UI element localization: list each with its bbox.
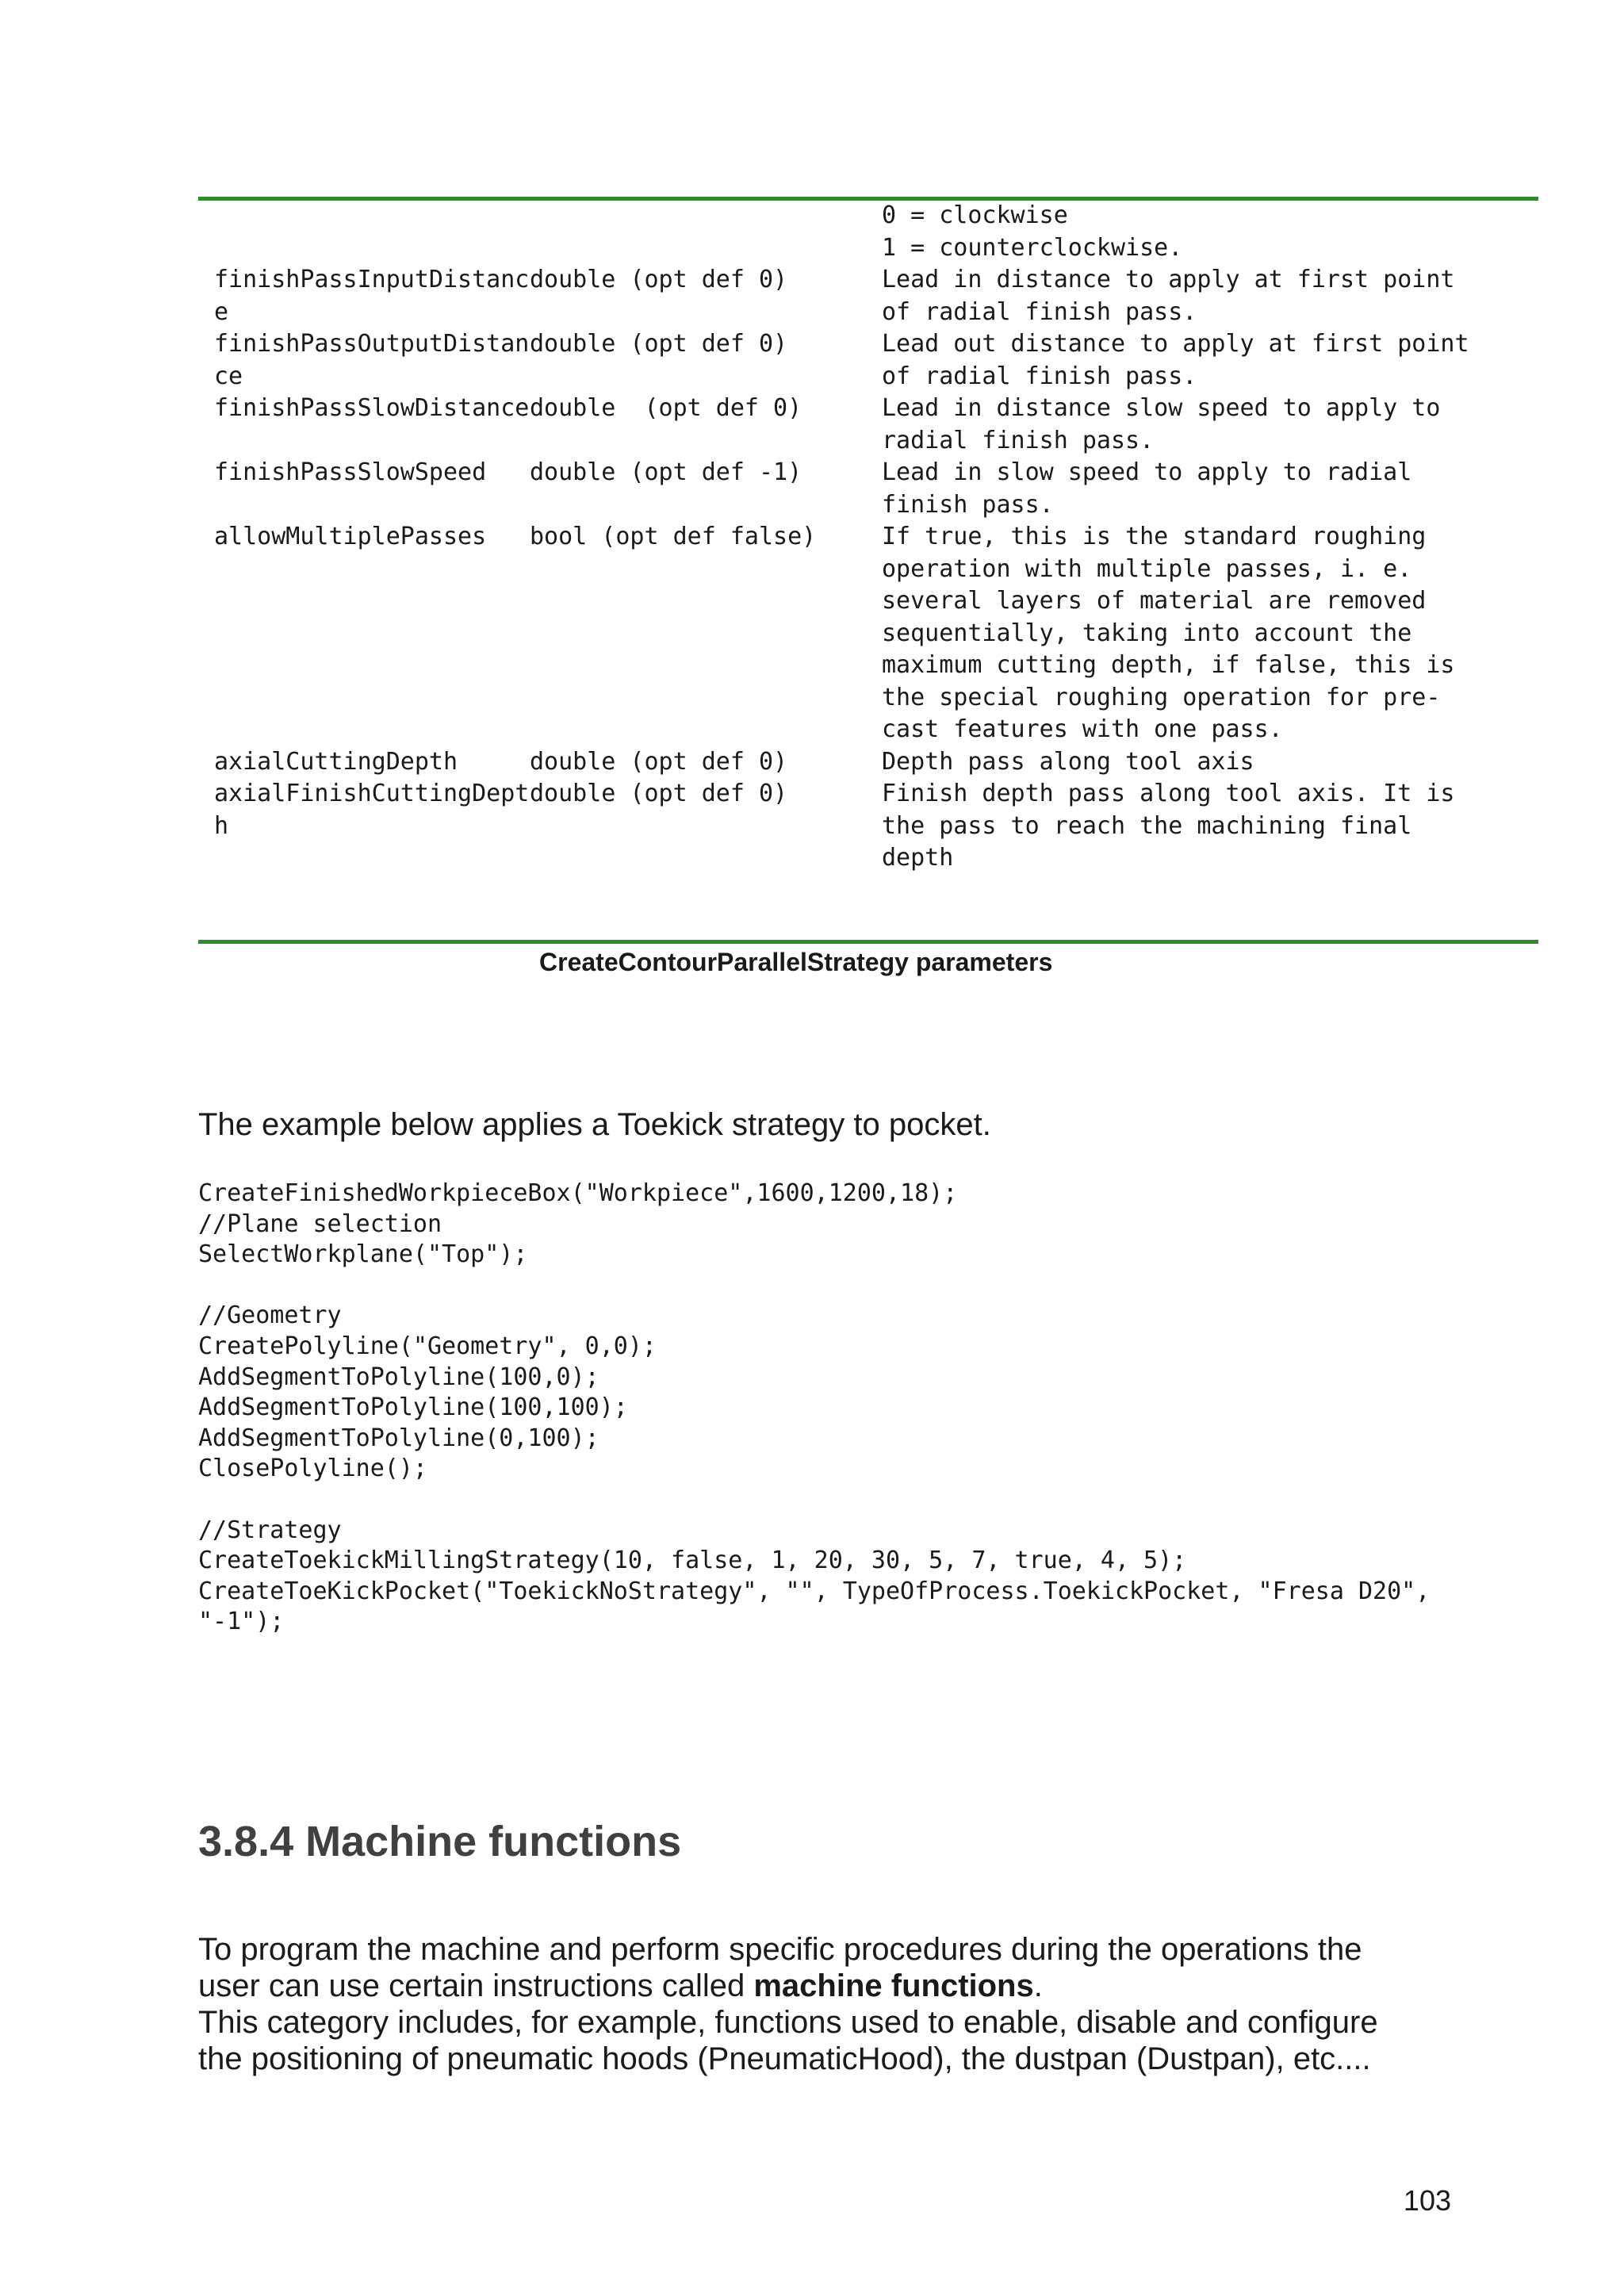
table-row [214,200,1530,264]
table-row [214,393,1530,457]
param-type: double (opt def 0) [530,266,788,293]
param-description: If true, this is the standard roughing operation with multiple passes, i. e. several layers of material are removed sequentially, taking into account the maximum cutting depth, if false, this is the special roughing operation for pre- cast features with one pass. [882,523,1455,743]
code-block: CreateFinishedWorkpieceBox("Workpiece",1600,1200,18); //Plane selection SelectWorkplane("Top"); //Geometry CreatePolyline("Geometry", 0,0); AddSegmentToPolyline(100,0); AddSegmentToPolyline(100,100); AddSegmentToPolyline(0,100); ClosePolyline(); //Strategy CreateToekickMillingStrategy(10, false, 1, 20, 30, 5, 7, true, 4, 5); CreateToeKickPocket("ToekickNoStrategy", "", TypeOfProcess.ToekickPocket, "Fresa D20", "-1"); [198,1179,1431,1636]
param-type: double (opt def 0) [530,747,788,776]
param-description: 0 = clockwise 1 = counterclockwise. [882,201,1183,262]
paragraph-text: To program the machine and perform specific procedures during the operations the [198,1932,1362,1967]
param-name: axialFinishCuttingDepth [214,780,530,840]
table-row [214,328,1530,393]
paragraph-text: . [1033,1968,1043,2003]
table-row [214,746,1530,779]
table-row [214,264,1530,328]
param-description: Lead in slow speed to apply to radial finish pass. [882,458,1412,519]
bold-term: machine functions [753,1968,1034,2003]
param-description: Lead in distance slow speed to apply to radial finish pass. [882,394,1441,454]
paragraph-line [198,1968,1546,2004]
param-name: allowMultiplePasses [214,523,487,550]
table-row [214,457,1530,521]
table-row [214,521,1530,746]
param-type: double (opt def -1) [530,458,802,486]
paragraph-line [198,2041,1546,2077]
paragraph-text: the positioning of pneumatic hoods (PneumaticHood), the dustpan (Dustpan), etc.... [198,2041,1371,2076]
param-type [530,200,882,264]
param-name: finishPassSlowDistance [214,394,530,422]
table-bottom-rule [198,940,1538,944]
param-description: Finish depth pass along tool axis. It is the pass to reach the machining final depth [882,780,1455,872]
param-description: Depth pass along tool axis [882,747,1254,776]
param-name: axialCuttingDepth [214,747,458,776]
param-name: finishPassOutputDistance [214,330,530,390]
section-heading: 3.8.4 Machine functions [198,1818,682,1865]
param-description: Lead out distance to apply at first point of radial finish pass. [882,330,1469,390]
param-type: bool (opt def false) [530,523,817,550]
section-paragraph [198,1931,1546,2077]
param-name: finishPassSlowSpeed [214,458,487,486]
param-name: finishPassInputDistance [214,266,530,326]
intro-text: The example below applies a Toekick strategy to pocket. [198,1107,991,1142]
param-type: double (opt def 0) [530,394,802,422]
paragraph-text: This category includes, for example, functions used to enable, disable and configure [198,2005,1378,2040]
page-number: 103 [1403,2184,1451,2217]
paragraph-line [198,1931,1546,1968]
table-caption: CreateContourParallelStrategy parameters [539,948,1053,976]
table-row [214,778,1530,875]
param-description: Lead in distance to apply at first point of radial finish pass. [882,266,1455,326]
parameter-table [214,200,1530,875]
paragraph-line [198,2004,1546,2041]
paragraph-text: user can use certain instructions called [198,1968,754,2003]
param-type: double (opt def 0) [530,330,788,358]
param-type: double (opt def 0) [530,780,788,807]
param-name [214,200,530,264]
